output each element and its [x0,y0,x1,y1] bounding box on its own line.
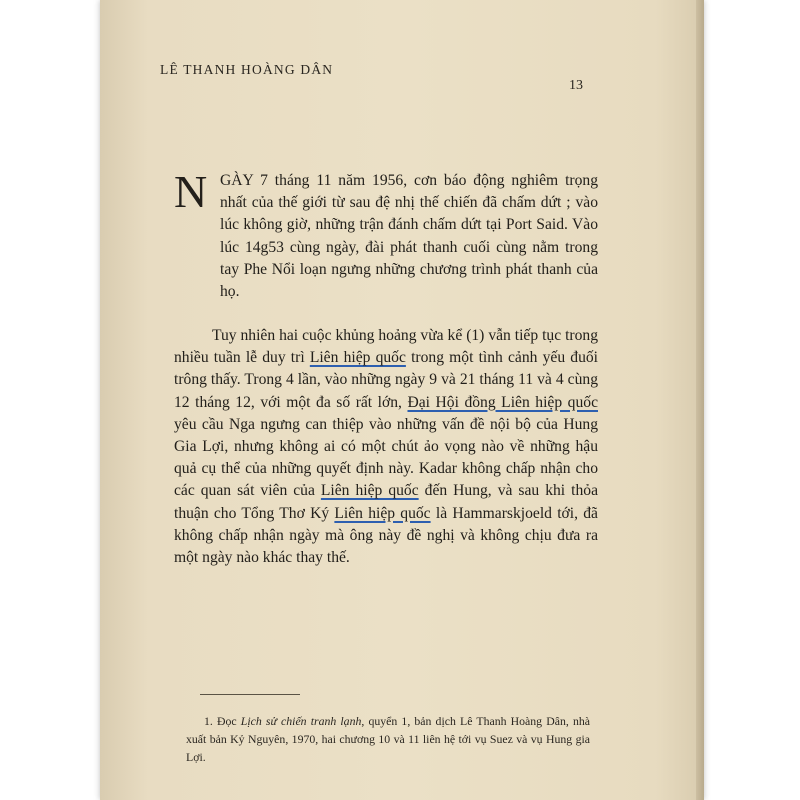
underlined-phrase: Liên hiệp quốc [320,482,419,500]
footnote-rule [200,694,300,695]
footnote-title: Lịch sử chiến tranh lạnh [240,714,362,728]
paragraph-2-segment: Tuy nhiên hai cuộc khủng hoảng vừa kể (1) vẫn tiếp tục trong nhiều tuần lễ duy trì [174,327,598,367]
drop-cap: N [174,166,208,217]
underlined-phrase: Đại Hội đồng Liên hiệp quốc [407,393,598,411]
page-number: 13 [569,78,583,93]
underlined-phrase: Liên hiệp quốc [309,349,406,367]
paragraph-1-text: GÀY 7 tháng 11 năm 1956, cơn báo động nghiêm trọng nhất của thế giới từ sau đệ nhị thế chiến đã chấm dứt ; vào lúc không giờ, những trận đánh chấm dứt tại Port Said. Vào lúc 14g53 cùng ngày, đài phát thanh cuối cùng nằm trong tay Phe Nổi loạn ngưng những chương trình phát thanh của họ. [220,172,598,301]
paragraph-2 [174,325,598,569]
paragraph-1 [174,166,598,325]
body-text [174,166,598,585]
page-edge [696,0,704,800]
footnote [186,712,590,766]
paragraph-2-segment: đến Hung, và sau khi thỏa thuận cho Tổng Thơ Ký [174,482,598,522]
footnote-rest: , quyển 1, bản dịch Lê Thanh Hoàng Dân, nhà xuất bản Kỷ Nguyên, 1970, hai chương 10 và 11 liên hệ tới vụ Suez và vụ Hung gia Lợi. [186,714,590,764]
running-head: LÊ THANH HOÀNG DÂN [160,62,334,77]
paragraph-2-segment: là Hammarskjoeld tới, đã không chấp nhận ngày mà ông này đề nghị và không chịu đưa ra một ngày nào khác thay thế. [174,504,598,567]
paragraph-2-segment: trong một tình cảnh yếu đuối trông thấy. Trong 4 lần, vào những ngày 9 và 21 tháng 11 và 4 cùng 12 tháng 12, với một đa số rất lớn, [174,349,598,411]
underlined-phrase: Liên hiệp quốc [334,504,431,522]
footnote-lead: 1. Đọc [204,714,241,728]
paragraph-2-segment: yêu cầu Nga ngưng can thiệp vào những vấn đề nội bộ của Hung Gia Lợi, nhưng không ai có một chút ảo vọng nào về những hậu quả cụ thể của những quyết định này. Kadar không chấp nhận cho các quan sát viên của [174,415,598,500]
